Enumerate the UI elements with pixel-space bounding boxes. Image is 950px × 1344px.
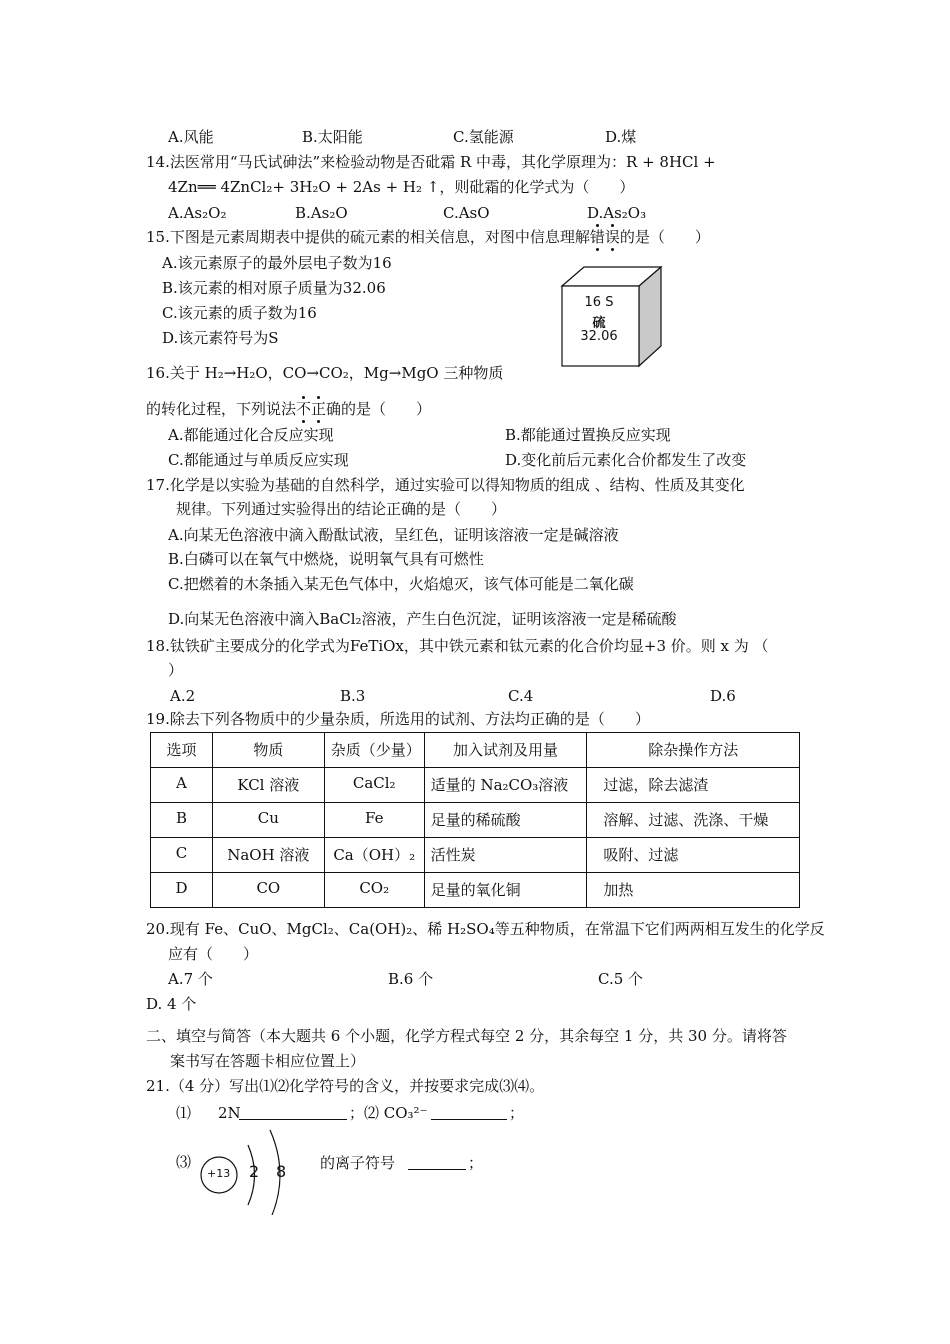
q16-option-d: D.变化前后元素化合价都发生了改变 [505, 451, 747, 469]
table-cell: 吸附、过滤 [587, 838, 800, 873]
q18-option-b: B.3 [340, 687, 366, 705]
table-cell: Ca（OH）₂ [324, 838, 424, 873]
electron-shell-1: 2 [249, 1162, 260, 1181]
q20-option-d: D. 4 个 [146, 995, 197, 1013]
q18-stem-line2: ） [168, 661, 184, 679]
q13-option-b: B.太阳能 [302, 128, 363, 146]
table-cell: B [151, 803, 213, 838]
q14-option-c: C.AsO [443, 204, 490, 222]
q15-option-d: D.该元素符号为S [162, 329, 279, 347]
q18-option-a: A.2 [170, 687, 196, 705]
q21-part2-label: ；⑵ CO₃²⁻ [349, 1104, 428, 1122]
q17-option-c: C.把燃着的木条插入某无色气体中，火焰熄灭，该气体可能是二氧化碳 [168, 575, 634, 593]
table-cell: NaOH 溶液 [212, 838, 324, 873]
table-row [151, 838, 800, 873]
table-cell: KCl 溶液 [212, 768, 324, 803]
q16-emphasis-1: 不 [296, 400, 312, 418]
q21-part2-end: ； [509, 1104, 525, 1122]
q21-part3-answer-blank[interactable] [408, 1153, 466, 1170]
q19-table [150, 732, 800, 908]
q15-stem-pre: 15.下图是元素周期表中提供的硫元素的相关信息，对图中信息理解 [146, 228, 590, 246]
table-header-method: 除杂操作方法 [587, 733, 800, 768]
q20-option-c: C.5 个 [598, 970, 644, 988]
table-cell: D [151, 873, 213, 908]
table-header-substance: 物质 [212, 733, 324, 768]
q15-stem-post: 的是（ ） [619, 228, 710, 246]
q14-option-d: D.As₂O₃ [587, 204, 647, 222]
q21-part3-text: 的离子符号 [320, 1154, 396, 1172]
q14-option-b: B.As₂O [295, 204, 348, 222]
q16-stem-line1: 16.关于 H₂→H₂O，CO→CO₂，Mg→MgO 三种物质 [146, 364, 504, 382]
q17-option-d: D.向某无色溶液中滴入BaCl₂溶液，产生白色沉淀，证明该溶液一定是稀硫酸 [168, 610, 677, 628]
nucleus-charge: +13 [207, 1167, 231, 1180]
table-cell: 足量的稀硫酸 [424, 803, 587, 838]
q16-option-c: C.都能通过与单质反应实现 [168, 451, 349, 469]
table-cell: 适量的 Na₂CO₃溶液 [424, 768, 587, 803]
table-cell: 加热 [587, 873, 800, 908]
element-number-symbol: 16 S [584, 295, 614, 310]
q15-emphasis-2: 误 [604, 228, 620, 246]
q15-option-a: A.该元素原子的最外层电子数为16 [162, 254, 392, 272]
table-cell: 过滤，除去滤渣 [587, 768, 800, 803]
table-cell: CO [212, 873, 324, 908]
q16-option-a: A.都能通过化合反应实现 [168, 426, 334, 444]
q20-option-b: B.6 个 [388, 970, 434, 988]
q15-emphasis-1: 错 [589, 228, 605, 246]
table-row [151, 873, 800, 908]
q13-option-d: D.煤 [605, 128, 637, 146]
q20-stem-line2: 应有（ ） [168, 945, 259, 963]
table-header-option: 选项 [151, 733, 213, 768]
q21-part2-answer-blank[interactable] [431, 1103, 507, 1120]
q16-stem-line2 [146, 399, 431, 419]
table-cell: Cu [212, 803, 324, 838]
q15-stem [146, 227, 710, 247]
section2-heading-line1: 二、填空与简答（本大题共 6 个小题，化学方程式每空 2 分，其余每空 1 分，共 30 分。请将答 [146, 1027, 787, 1045]
table-row [151, 803, 800, 838]
table-cell: CaCl₂ [324, 768, 424, 803]
q18-stem-line1: 18.钛铁矿主要成分的化学式为FeTiOx，其中铁元素和钛元素的化合价均显+3 价。则 x 为 （ [146, 637, 769, 655]
q21-stem: 21.（4 分）写出⑴⑵化学符号的含义，并按要求完成⑶⑷。 [146, 1077, 545, 1095]
q18-option-c: C.4 [508, 687, 534, 705]
q15-option-b: B.该元素的相对原子质量为32.06 [162, 279, 386, 297]
table-header-row [151, 733, 800, 768]
table-header-reagent: 加入试剂及用量 [424, 733, 587, 768]
q13-option-a: A.风能 [168, 128, 214, 146]
q16-option-b: B.都能通过置换反应实现 [505, 426, 671, 444]
q15-option-c: C.该元素的质子数为16 [162, 304, 317, 322]
electron-shell-2: 8 [276, 1162, 287, 1181]
q21-part1-answer-blank[interactable] [239, 1103, 347, 1120]
table-cell: A [151, 768, 213, 803]
q17-option-a: A.向某无色溶液中滴入酚酞试液，呈红色，证明该溶液一定是碱溶液 [168, 526, 619, 544]
q14-stem-line2: 4Zn══ 4ZnCl₂+ 3H₂O + 2As + H₂ ↑，则砒霜的化学式为（ ） [168, 178, 635, 196]
q16-stem-pre: 的转化过程，下列说法 [146, 400, 297, 418]
element-name: 硫 [592, 316, 606, 331]
section2-heading-line2: 案书写在答题卡相应位置上） [170, 1052, 366, 1070]
q21-part1-label: ⑴ [176, 1104, 192, 1122]
q21-part3-label: ⑶ [176, 1153, 192, 1171]
q21-part3-end: ； [468, 1154, 484, 1172]
q13-option-c: C.氢能源 [453, 128, 514, 146]
table-cell: 溶解、过滤、洗涤、干燥 [587, 803, 800, 838]
q17-stem-line1: 17.化学是以实验为基础的自然科学，通过实验可以得知物质的组成 、结构、性质及其变化 [146, 476, 745, 494]
q21-part1-symbol: 2N [218, 1104, 241, 1122]
table-cell: CO₂ [324, 873, 424, 908]
table-cell: 足量的氧化铜 [424, 873, 587, 908]
table-header-impurity: 杂质（少量） [324, 733, 424, 768]
q20-option-a: A.7 个 [168, 970, 213, 988]
q16-emphasis-2: 正 [311, 400, 327, 418]
q17-option-b: B.白磷可以在氧气中燃烧，说明氧气具有可燃性 [168, 550, 484, 568]
q17-stem-line2: 规律。下列通过实验得出的结论正确的是（ ） [176, 500, 507, 518]
q18-option-d: D.6 [710, 687, 736, 705]
table-cell: Fe [324, 803, 424, 838]
table-row [151, 768, 800, 803]
q14-stem-line1: 14.法医常用“马氏试砷法”来检验动物是否砒霜 R 中毒，其化学原理为：R + 8HCl + [146, 153, 716, 171]
element-atomic-mass: 32.06 [580, 329, 618, 344]
q16-stem-post: 确的是（ ） [326, 400, 432, 418]
q19-stem: 19.除去下列各物质中的少量杂质，所选用的试剂、方法均正确的是（ ） [146, 710, 650, 728]
table-cell: 活性炭 [424, 838, 587, 873]
q14-option-a: A.As₂O₂ [168, 204, 227, 222]
q20-stem-line1: 20.现有 Fe、CuO、MgCl₂、Ca(OH)₂、稀 H₂SO₄等五种物质，在常温下它们两两相互发生的化学反 [146, 920, 825, 938]
table-cell: C [151, 838, 213, 873]
